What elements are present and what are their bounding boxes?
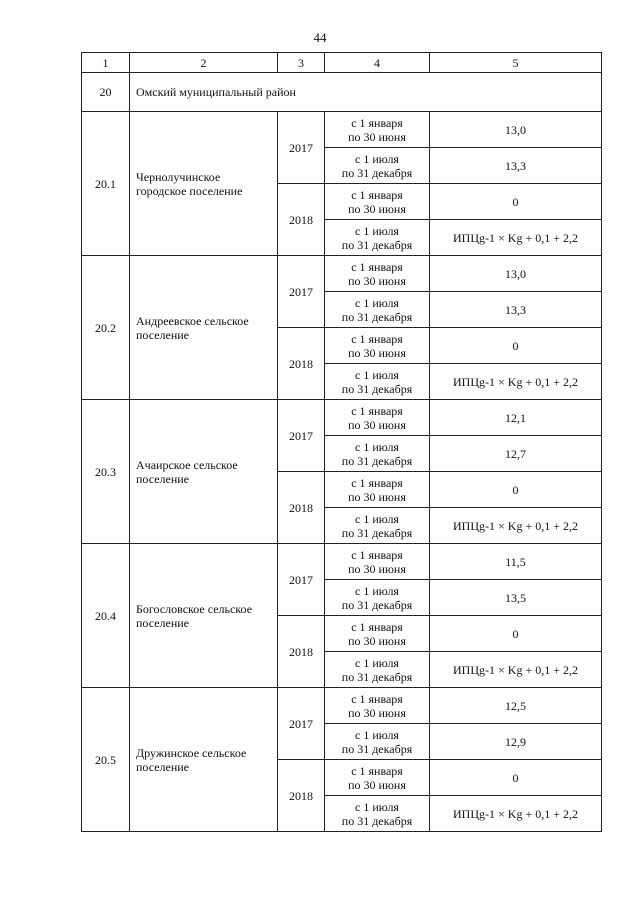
value-cell: 12,7 bbox=[430, 436, 602, 472]
value-cell: 12,9 bbox=[430, 724, 602, 760]
period-cell: с 1 июля по 31 декабря bbox=[325, 292, 430, 328]
period-cell: с 1 июля по 31 декабря bbox=[325, 724, 430, 760]
period-cell: с 1 июля по 31 декабря bbox=[325, 364, 430, 400]
period-cell: с 1 января по 30 июня bbox=[325, 400, 430, 436]
value-cell: ИПЦg-1 × Kg + 0,1 + 2,2 bbox=[430, 796, 602, 832]
header-col-5: 5 bbox=[430, 53, 602, 73]
period-cell: с 1 июля по 31 декабря bbox=[325, 652, 430, 688]
value-cell: 0 bbox=[430, 184, 602, 220]
page-number: 44 bbox=[313, 30, 327, 45]
value-cell: 13,0 bbox=[430, 256, 602, 292]
period-cell: с 1 июля по 31 декабря bbox=[325, 148, 430, 184]
settlement-name: Богословское сельское поселение bbox=[130, 544, 278, 688]
value-cell: 13,5 bbox=[430, 580, 602, 616]
year-cell: 2018 bbox=[278, 184, 325, 256]
year-cell: 2017 bbox=[278, 544, 325, 616]
period-cell: с 1 июля по 31 декабря bbox=[325, 796, 430, 832]
period-cell: с 1 января по 30 июня bbox=[325, 256, 430, 292]
settlement-number: 20.4 bbox=[82, 544, 130, 688]
year-cell: 2018 bbox=[278, 616, 325, 688]
header-row bbox=[82, 53, 602, 73]
period-cell: с 1 января по 30 июня bbox=[325, 688, 430, 724]
table-row bbox=[82, 544, 602, 580]
period-cell: с 1 июля по 31 декабря bbox=[325, 508, 430, 544]
value-cell: ИПЦg-1 × Kg + 0,1 + 2,2 bbox=[430, 508, 602, 544]
period-cell: с 1 января по 30 июня bbox=[325, 760, 430, 796]
period-cell: с 1 января по 30 июня bbox=[325, 184, 430, 220]
tariff-table bbox=[81, 52, 602, 832]
period-cell: с 1 января по 30 июня bbox=[325, 112, 430, 148]
year-cell: 2017 bbox=[278, 256, 325, 328]
year-cell: 2018 bbox=[278, 472, 325, 544]
period-cell: с 1 января по 30 июня bbox=[325, 472, 430, 508]
value-cell: ИПЦg-1 × Kg + 0,1 + 2,2 bbox=[430, 652, 602, 688]
value-cell: ИПЦg-1 × Kg + 0,1 + 2,2 bbox=[430, 220, 602, 256]
table-row bbox=[82, 256, 602, 292]
region-name: Омский муниципальный район bbox=[130, 73, 602, 112]
period-cell: с 1 января по 30 июня bbox=[325, 544, 430, 580]
year-cell: 2017 bbox=[278, 400, 325, 472]
settlement-number: 20.3 bbox=[82, 400, 130, 544]
settlement-number: 20.5 bbox=[82, 688, 130, 832]
table-row bbox=[82, 688, 602, 724]
header-col-2: 2 bbox=[130, 53, 278, 73]
settlement-number: 20.1 bbox=[82, 112, 130, 256]
year-cell: 2017 bbox=[278, 112, 325, 184]
year-cell: 2017 bbox=[278, 688, 325, 760]
year-cell: 2018 bbox=[278, 760, 325, 832]
period-cell: с 1 июля по 31 декабря bbox=[325, 220, 430, 256]
period-cell: с 1 июля по 31 декабря bbox=[325, 436, 430, 472]
header-col-1: 1 bbox=[82, 53, 130, 73]
value-cell: 13,3 bbox=[430, 148, 602, 184]
settlement-name: Андреевское сельское поселение bbox=[130, 256, 278, 400]
period-cell: с 1 января по 30 июня bbox=[325, 616, 430, 652]
year-cell: 2018 bbox=[278, 328, 325, 400]
region-row bbox=[82, 73, 602, 112]
value-cell: 0 bbox=[430, 616, 602, 652]
value-cell: 13,0 bbox=[430, 112, 602, 148]
header-col-3: 3 bbox=[278, 53, 325, 73]
value-cell: 11,5 bbox=[430, 544, 602, 580]
header-col-4: 4 bbox=[325, 53, 430, 73]
value-cell: 12,5 bbox=[430, 688, 602, 724]
table-row bbox=[82, 400, 602, 436]
value-cell: 13,3 bbox=[430, 292, 602, 328]
value-cell: ИПЦg-1 × Kg + 0,1 + 2,2 bbox=[430, 364, 602, 400]
table-row bbox=[82, 112, 602, 148]
period-cell: с 1 января по 30 июня bbox=[325, 328, 430, 364]
settlement-number: 20.2 bbox=[82, 256, 130, 400]
settlement-name: Ачаирское сельское поселение bbox=[130, 400, 278, 544]
value-cell: 0 bbox=[430, 472, 602, 508]
settlement-name: Дружинское сельское поселение bbox=[130, 688, 278, 832]
value-cell: 12,1 bbox=[430, 400, 602, 436]
region-number: 20 bbox=[82, 73, 130, 112]
settlement-name: Чернолучинское городское поселение bbox=[130, 112, 278, 256]
value-cell: 0 bbox=[430, 328, 602, 364]
period-cell: с 1 июля по 31 декабря bbox=[325, 580, 430, 616]
value-cell: 0 bbox=[430, 760, 602, 796]
